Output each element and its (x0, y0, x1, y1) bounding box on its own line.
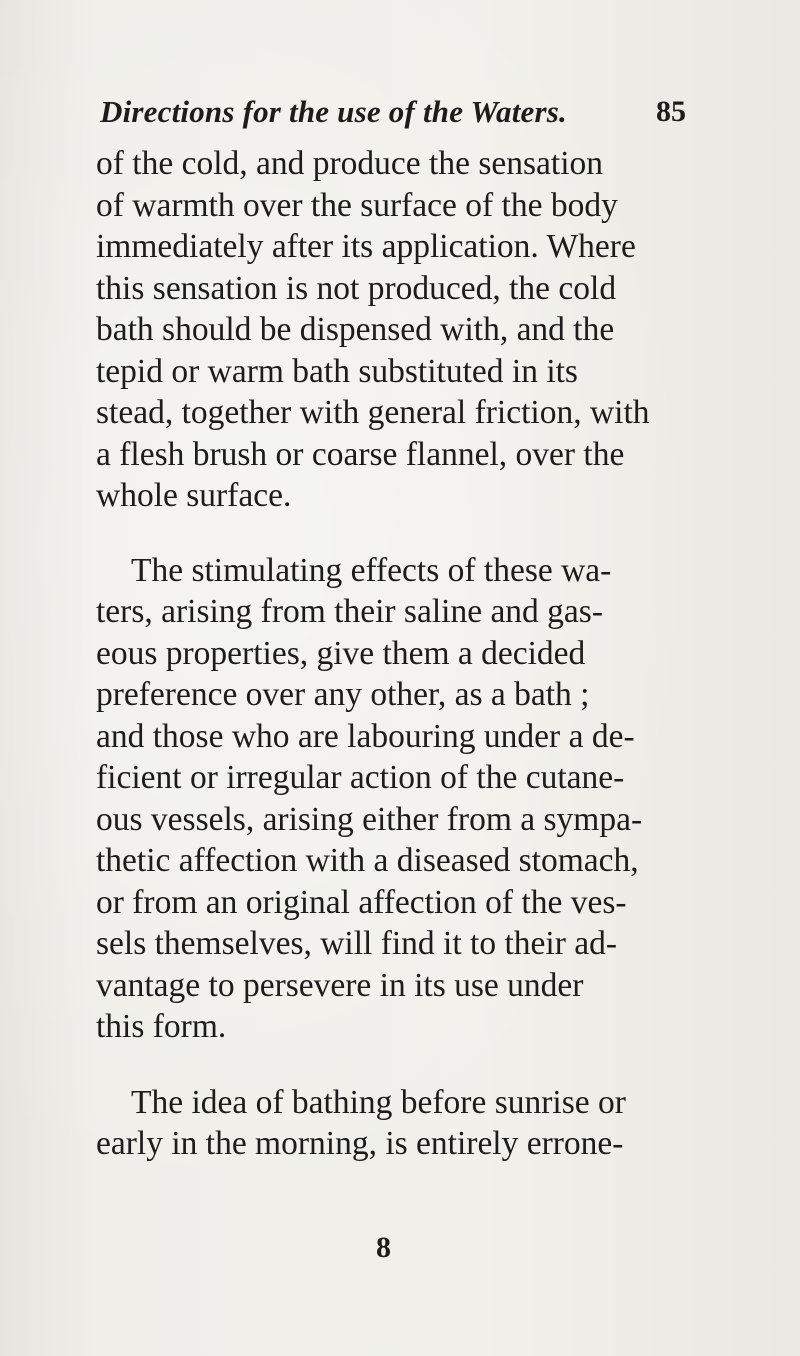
paragraph-3 (96, 1082, 736, 1165)
text-line: stead, together with general friction, with (96, 394, 650, 431)
paragraph-1 (96, 143, 736, 517)
text-line: or from an original affection of the ves- (96, 883, 627, 921)
text-line: a flesh brush or coarse flannel, over the (96, 435, 625, 473)
running-head: Directions for the use of the Waters. (100, 94, 567, 129)
paragraph-2 (96, 550, 736, 1048)
text-line: of warmth over the surface of the body (96, 186, 618, 224)
text-line: and those who are labouring under a de- (96, 717, 635, 755)
paragraph-spacer (96, 517, 736, 550)
signature-mark: 8 (376, 1231, 391, 1264)
text-line: The stimulating effects of these wa- (131, 551, 612, 589)
page-number: 85 (656, 95, 686, 128)
text-line: eous properties, give them a decided (96, 634, 586, 672)
text-line: ters, arising from their saline and gas- (96, 593, 603, 630)
text-line: bath should be dispensed with, and the (96, 311, 615, 348)
paragraph-spacer (96, 1048, 736, 1082)
text-line: immediately after its application. Where (96, 228, 636, 265)
text-line: of the cold, and produce the sensation (96, 145, 603, 182)
text-line: whole surface. (96, 477, 292, 514)
text-line: early in the morning, is entirely errone- (96, 1125, 624, 1162)
text-line: this sensation is not produced, the cold (96, 269, 617, 307)
text-line: preference over any other, as a bath ; (96, 676, 590, 713)
text-line: The idea of bathing before sunrise or (131, 1083, 626, 1121)
text-line: ficient or irregular action of the cutane- (96, 759, 625, 796)
body-text (96, 143, 736, 1165)
text-line: sels themselves, will find it to their ad- (96, 925, 618, 962)
text-line: vantage to persevere in its use under (96, 966, 584, 1004)
text-line: tepid or warm bath substituted in its (96, 352, 578, 390)
text-line: ous vessels, arising either from a sympa- (96, 800, 643, 838)
text-line: this form. (96, 1008, 227, 1045)
text-line: thetic affection with a diseased stomach, (96, 842, 639, 879)
